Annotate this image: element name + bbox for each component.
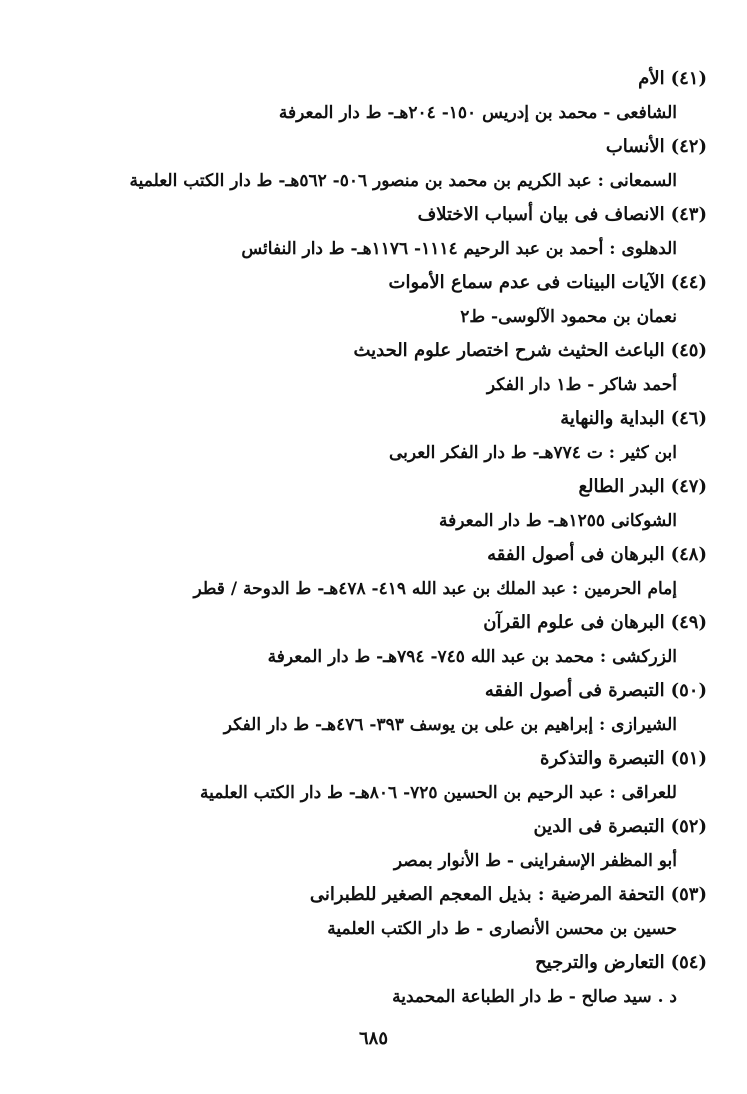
entry-title: [37, 62, 707, 96]
bibliography-entry: [37, 198, 707, 266]
entry-detail: الشيرازى : إبراهيم بن على بن يوسف ٣٩٣- ٤٧٦هـ- ط دار الفكر: [223, 715, 677, 735]
entry-title-text: البدر الطالع: [578, 476, 665, 497]
entry-number: (٥٣): [670, 884, 707, 905]
bibliography-entry: [37, 538, 707, 606]
entry-detail: أبو المظفر الإسفراينى - ط الأنوار بمصر: [393, 851, 677, 871]
entry-title: [37, 198, 707, 232]
entry-detail: للعراقى : عبد الرحيم بن الحسين ٧٢٥- ٨٠٦هـ- ط دار الكتب العلمية: [199, 783, 677, 803]
entry-title: [37, 742, 707, 776]
entry-title-text: الأنساب: [605, 136, 665, 157]
entry-title: [37, 878, 707, 912]
entry-detail: أحمد شاكر - ط١ دار الفكر: [486, 375, 677, 395]
entry-number: (٥٤): [670, 952, 707, 973]
entry-title: [37, 946, 707, 980]
entry-title: [37, 538, 707, 572]
entry-title-text: الانصاف فى بيان أسباب الاختلاف: [417, 204, 665, 225]
entry-number: (٤٩): [670, 612, 707, 633]
entry-detail: الزركشى : محمد بن عبد الله ٧٤٥- ٧٩٤هـ- ط دار المعرفة: [267, 647, 677, 667]
entry-detail: الدهلوى : أحمد بن عبد الرحيم ١١١٤- ١١٧٦هـ- ط دار النفائس: [241, 239, 677, 259]
bibliography-entry: [37, 402, 707, 470]
entry-title-text: الأم: [638, 68, 665, 89]
entry-title: [37, 810, 707, 844]
bibliography-entry: [37, 742, 707, 810]
bibliography-entry: [37, 674, 707, 742]
bibliography-entry: [37, 470, 707, 538]
bibliography-entry: [37, 130, 707, 198]
entry-title: [37, 606, 707, 640]
entry-detail: د . سيد صالح - ط دار الطباعة المحمدية: [392, 987, 677, 1007]
entry-number: (٤٧): [670, 476, 707, 497]
bibliography-entry: [37, 606, 707, 674]
entry-title-text: الآيات البينات فى عدم سماع الأموات: [388, 272, 665, 293]
entry-title: [37, 266, 707, 300]
entry-title-text: البرهان فى أصول الفقه: [487, 544, 665, 565]
entry-title-text: التبصرة فى أصول الفقه: [484, 680, 665, 701]
bibliography-entry: [37, 62, 707, 130]
entry-title-text: الباعث الحثيث شرح اختصار علوم الحديث: [353, 340, 665, 361]
entry-number: (٤٢): [670, 136, 707, 157]
entry-detail: الشوكانى ١٢٥٥هـ- ط دار المعرفة: [438, 511, 677, 531]
entry-title-text: التبصرة فى الدين: [533, 816, 665, 837]
entry-title: [37, 130, 707, 164]
bibliography-entry: [37, 878, 707, 946]
entry-detail: حسين بن محسن الأنصارى - ط دار الكتب العلمية: [327, 919, 677, 939]
bibliography-entry: [37, 266, 707, 334]
page-number: ٦٨٥: [358, 1028, 388, 1049]
entry-title: [37, 470, 707, 504]
entry-detail: إمام الحرمين : عبد الملك بن عبد الله ٤١٩- ٤٧٨هـ- ط الدوحة / قطر: [193, 579, 677, 599]
entry-title: [37, 674, 707, 708]
entry-detail: الشافعى - محمد بن إدريس ١٥٠- ٢٠٤هـ- ط دار المعرفة: [278, 103, 677, 123]
entry-number: (٥٢): [670, 816, 707, 837]
bibliography-entry: [37, 334, 707, 402]
entry-title: [37, 334, 707, 368]
bibliography-list: [37, 62, 707, 1014]
entry-title-text: البرهان فى علوم القرآن: [483, 612, 665, 633]
entry-title-text: البداية والنهاية: [560, 408, 665, 429]
entry-title-text: التبصرة والتذكرة: [540, 748, 665, 769]
entry-number: (٥١): [670, 748, 707, 769]
bibliography-entry: [37, 946, 707, 1014]
entry-number: (٤٤): [670, 272, 707, 293]
entry-detail: السمعانى : عبد الكريم بن محمد بن منصور ٥٠٦- ٥٦٢هـ- ط دار الكتب العلمية: [129, 171, 677, 191]
entry-number: (٤٦): [670, 408, 707, 429]
entry-detail: ابن كثير : ت ٧٧٤هـ- ط دار الفكر العربى: [388, 443, 677, 463]
entry-number: (٥٠): [670, 680, 707, 701]
entry-title-text: التعارض والترجيح: [535, 952, 665, 973]
entry-number: (٤٣): [670, 204, 707, 225]
entry-number: (٤٥): [670, 340, 707, 361]
entry-number: (٤١): [670, 68, 707, 89]
entry-detail: نعمان بن محمود الآلوسى- ط٢: [460, 307, 677, 327]
bibliography-entry: [37, 810, 707, 878]
entry-title-text: التحفة المرضية : بذيل المعجم الصغير للطبرانى: [309, 884, 665, 905]
entry-number: (٤٨): [670, 544, 707, 565]
entry-title: [37, 402, 707, 436]
